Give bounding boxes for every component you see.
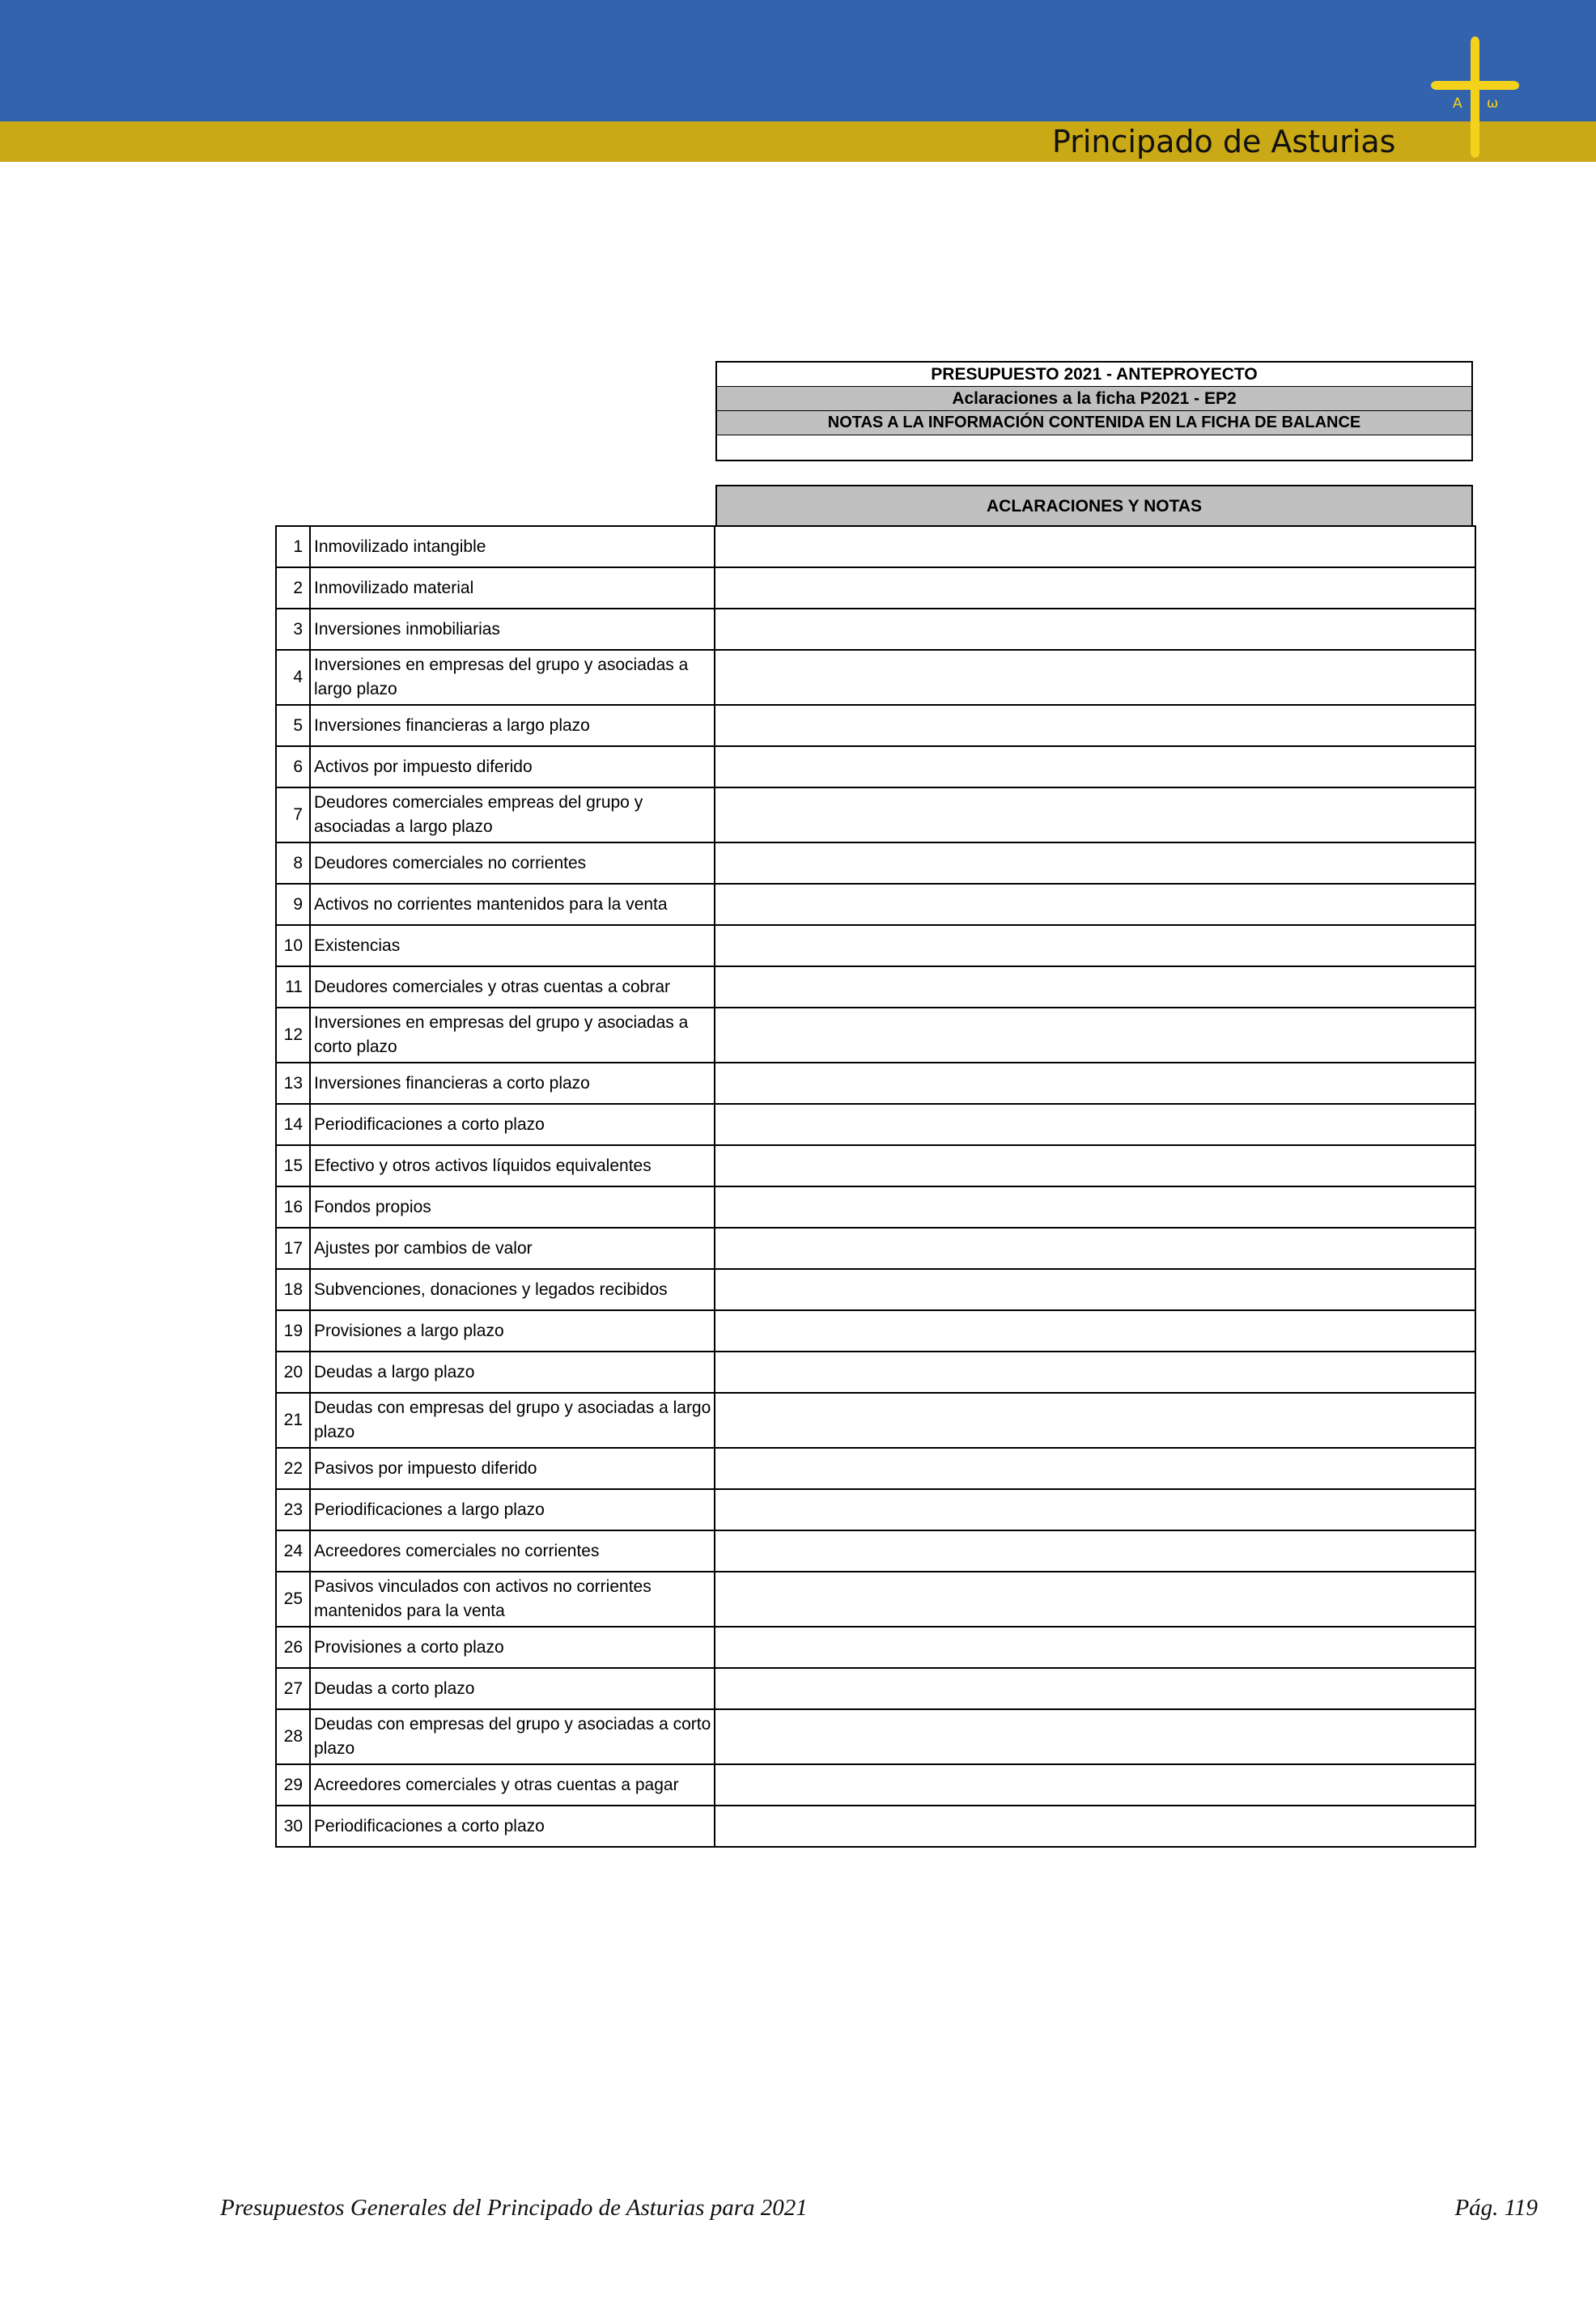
form-subtitle: Aclaraciones a la ficha P2021 - EP2 [715,387,1473,411]
row-note-field[interactable] [715,1764,1475,1806]
table-row [276,1709,1475,1764]
table-row [276,1627,1475,1668]
form-empty-field [715,435,1473,461]
table-row [276,1764,1475,1806]
row-label: Deudas a largo plazo [310,1352,715,1393]
row-label: Inversiones en empresas del grupo y asociadas a corto plazo [310,1008,715,1063]
row-number: 11 [276,966,310,1008]
row-label: Periodificaciones a largo plazo [310,1489,715,1530]
table-row [276,842,1475,884]
table-row [276,925,1475,966]
row-number: 29 [276,1764,310,1806]
row-note-field[interactable] [715,1709,1475,1764]
table-row [276,1063,1475,1104]
row-number: 21 [276,1393,310,1448]
row-note-field[interactable] [715,1104,1475,1145]
header-blue-band [0,0,1596,121]
row-label: Deudores comerciales empreas del grupo y asociadas a largo plazo [310,787,715,842]
row-note-field[interactable] [715,1572,1475,1627]
row-note-field[interactable] [715,705,1475,746]
brand-name: Principado de Asturias [1052,124,1396,159]
table-row [276,1104,1475,1145]
row-label: Fondos propios [310,1186,715,1228]
row-number: 2 [276,567,310,609]
row-label: Efectivo y otros activos líquidos equivalentes [310,1145,715,1186]
row-label: Deudores comerciales y otras cuentas a cobrar [310,966,715,1008]
balance-notes-table [275,525,1476,1848]
table-row [276,1228,1475,1269]
row-number: 16 [276,1186,310,1228]
row-number: 25 [276,1572,310,1627]
row-note-field[interactable] [715,1806,1475,1847]
table-row [276,1352,1475,1393]
row-label: Activos no corrientes mantenidos para la venta [310,884,715,925]
row-number: 1 [276,526,310,567]
row-note-field[interactable] [715,1310,1475,1352]
row-number: 14 [276,1104,310,1145]
row-note-field[interactable] [715,526,1475,567]
row-number: 5 [276,705,310,746]
row-number: 22 [276,1448,310,1489]
row-note-field[interactable] [715,966,1475,1008]
notes-column-header: ACLARACIONES Y NOTAS [715,485,1473,526]
row-note-field[interactable] [715,1186,1475,1228]
row-label: Existencias [310,925,715,966]
row-number: 28 [276,1709,310,1764]
row-number: 30 [276,1806,310,1847]
table-row [276,1448,1475,1489]
row-label: Deudas con empresas del grupo y asociadas a largo plazo [310,1393,715,1448]
row-label: Ajustes por cambios de valor [310,1228,715,1269]
row-label: Provisiones a largo plazo [310,1310,715,1352]
row-note-field[interactable] [715,787,1475,842]
row-label: Inversiones financieras a corto plazo [310,1063,715,1104]
emblem-omega: ω [1487,95,1499,112]
row-label: Periodificaciones a corto plazo [310,1806,715,1847]
table-row [276,1186,1475,1228]
row-note-field[interactable] [715,884,1475,925]
row-label: Inmovilizado material [310,567,715,609]
form-title: PRESUPUESTO 2021 - ANTEPROYECTO [715,361,1473,387]
row-note-field[interactable] [715,1489,1475,1530]
row-note-field[interactable] [715,1448,1475,1489]
row-label: Inversiones financieras a largo plazo [310,705,715,746]
row-note-field[interactable] [715,1530,1475,1572]
row-label: Pasivos vinculados con activos no corrientes mantenidos para la venta [310,1572,715,1627]
row-note-field[interactable] [715,842,1475,884]
cross-of-victory-icon [1428,36,1522,158]
row-note-field[interactable] [715,1668,1475,1709]
table-row [276,1572,1475,1627]
row-note-field[interactable] [715,1269,1475,1310]
table-row [276,1489,1475,1530]
row-number: 26 [276,1627,310,1668]
row-label: Inmovilizado intangible [310,526,715,567]
table-row [276,966,1475,1008]
table-row [276,1668,1475,1709]
table-row [276,1008,1475,1063]
row-note-field[interactable] [715,925,1475,966]
row-note-field[interactable] [715,567,1475,609]
row-note-field[interactable] [715,1145,1475,1186]
table-row [276,1393,1475,1448]
row-number: 20 [276,1352,310,1393]
row-note-field[interactable] [715,1063,1475,1104]
row-label: Provisiones a corto plazo [310,1627,715,1668]
table-row [276,746,1475,787]
row-number: 18 [276,1269,310,1310]
row-label: Inversiones en empresas del grupo y asociadas a largo plazo [310,650,715,705]
table-row [276,650,1475,705]
row-number: 3 [276,609,310,650]
table-row [276,1145,1475,1186]
row-label: Activos por impuesto diferido [310,746,715,787]
row-note-field[interactable] [715,1627,1475,1668]
row-number: 10 [276,925,310,966]
row-number: 8 [276,842,310,884]
row-label: Inversiones inmobiliarias [310,609,715,650]
emblem-alpha: A [1453,95,1462,112]
table-row [276,787,1475,842]
table-row [276,1806,1475,1847]
table-row [276,526,1475,567]
table-row [276,705,1475,746]
balance-notes-table-body [276,526,1475,1847]
row-number: 23 [276,1489,310,1530]
page-number: Pág. 119 [1454,2195,1538,2221]
row-number: 4 [276,650,310,705]
row-number: 15 [276,1145,310,1186]
row-number: 24 [276,1530,310,1572]
row-note-field[interactable] [715,1008,1475,1063]
row-note-field[interactable] [715,650,1475,705]
row-number: 17 [276,1228,310,1269]
row-label: Deudas con empresas del grupo y asociadas a corto plazo [310,1709,715,1764]
row-number: 6 [276,746,310,787]
row-note-field[interactable] [715,746,1475,787]
row-label: Periodificaciones a corto plazo [310,1104,715,1145]
table-row [276,1530,1475,1572]
table-row [276,567,1475,609]
row-label: Deudas a corto plazo [310,1668,715,1709]
table-row [276,609,1475,650]
row-number: 13 [276,1063,310,1104]
row-label: Subvenciones, donaciones y legados recibidos [310,1269,715,1310]
row-note-field[interactable] [715,1352,1475,1393]
row-number: 12 [276,1008,310,1063]
row-label: Deudores comerciales no corrientes [310,842,715,884]
row-number: 19 [276,1310,310,1352]
row-number: 27 [276,1668,310,1709]
row-label: Pasivos por impuesto diferido [310,1448,715,1489]
row-number: 7 [276,787,310,842]
row-note-field[interactable] [715,1228,1475,1269]
row-label: Acreedores comerciales y otras cuentas a pagar [310,1764,715,1806]
row-label: Acreedores comerciales no corrientes [310,1530,715,1572]
table-row [276,884,1475,925]
row-number: 9 [276,884,310,925]
footer-title: Presupuestos Generales del Principado de Asturias para 2021 [220,2195,808,2221]
table-row [276,1269,1475,1310]
row-note-field[interactable] [715,1393,1475,1448]
row-note-field[interactable] [715,609,1475,650]
table-row [276,1310,1475,1352]
form-notes-title: NOTAS A LA INFORMACIÓN CONTENIDA EN LA FICHA DE BALANCE [715,411,1473,435]
